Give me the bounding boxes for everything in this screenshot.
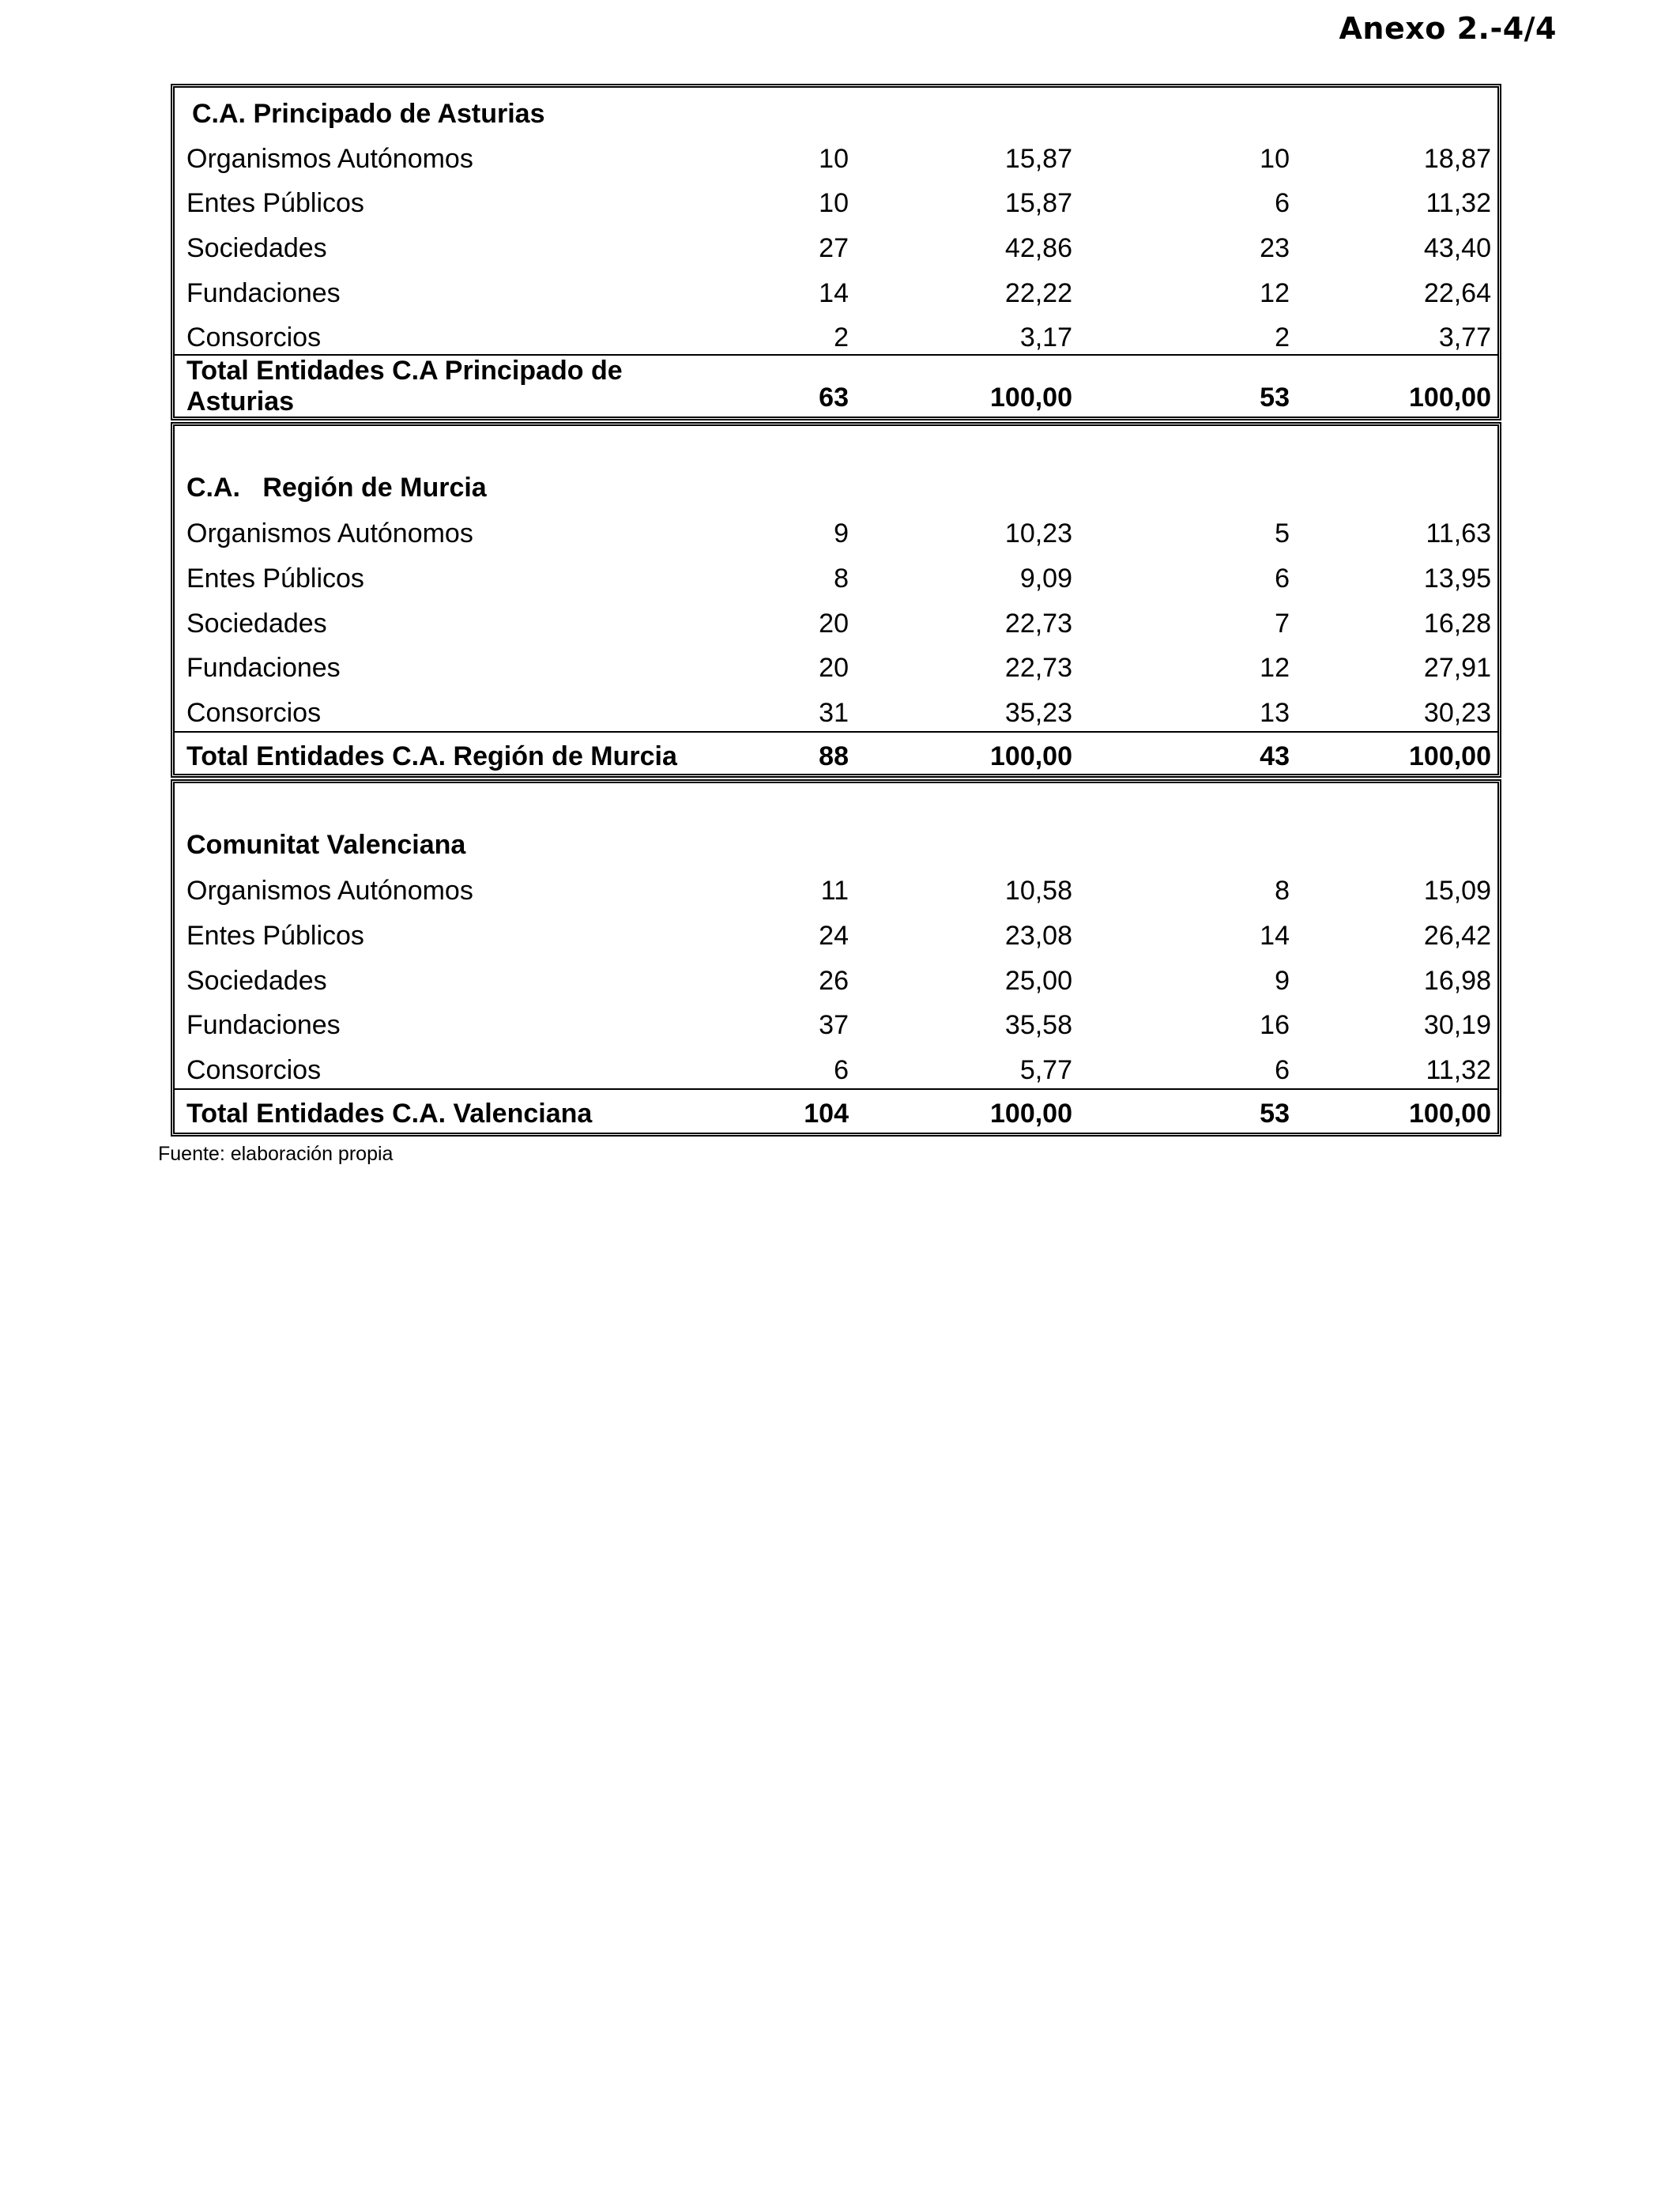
row-label: Sociedades bbox=[186, 609, 327, 639]
total-value: 100,00 bbox=[1409, 741, 1491, 771]
cell-value: 8 bbox=[1275, 876, 1290, 906]
total-value: 100,00 bbox=[990, 383, 1072, 413]
cell-value: 12 bbox=[1260, 278, 1290, 308]
cell-value: 9 bbox=[1275, 966, 1290, 996]
total-value: 100,00 bbox=[990, 741, 1072, 771]
cell-value: 13 bbox=[1260, 698, 1290, 728]
cell-value: 27,91 bbox=[1423, 653, 1491, 683]
section-title-row bbox=[175, 92, 1497, 136]
total-value: 104 bbox=[804, 1099, 849, 1129]
cell-value: 10 bbox=[819, 188, 849, 218]
section-asturias bbox=[171, 84, 1501, 420]
table-row bbox=[175, 869, 1497, 913]
cell-value: 24 bbox=[819, 921, 849, 951]
total-row bbox=[175, 354, 1497, 419]
section-title-row bbox=[175, 823, 1497, 867]
cell-value: 35,58 bbox=[1004, 1010, 1072, 1040]
table-row bbox=[175, 1048, 1497, 1088]
cell-value: 13,95 bbox=[1423, 564, 1491, 594]
cell-value: 23 bbox=[1260, 233, 1290, 263]
total-label-line1: Total Entidades C.A Principado de bbox=[186, 356, 623, 386]
row-label: Fundaciones bbox=[186, 278, 341, 308]
table-row bbox=[175, 181, 1497, 225]
section-title: C.A. Principado de Asturias bbox=[192, 99, 545, 129]
cell-value: 15,09 bbox=[1423, 876, 1491, 906]
table-row bbox=[175, 959, 1497, 1003]
cell-value: 22,73 bbox=[1004, 609, 1072, 639]
total-label-line2: Asturias bbox=[186, 386, 295, 417]
row-label: Consorcios bbox=[186, 1055, 322, 1085]
cell-value: 30,23 bbox=[1423, 698, 1491, 728]
cell-value: 22,22 bbox=[1004, 278, 1072, 308]
cell-value: 16 bbox=[1260, 1010, 1290, 1040]
cell-value: 22,64 bbox=[1423, 278, 1491, 308]
table-row bbox=[175, 271, 1497, 315]
cell-value: 18,87 bbox=[1423, 144, 1491, 174]
table-row bbox=[175, 137, 1497, 181]
cell-value: 6 bbox=[834, 1055, 849, 1085]
cell-value: 26 bbox=[819, 966, 849, 996]
cell-value: 7 bbox=[1275, 609, 1290, 639]
cell-value: 20 bbox=[819, 653, 849, 683]
cell-value: 22,73 bbox=[1004, 653, 1072, 683]
total-label: Total Entidades C.A. Valenciana bbox=[186, 1099, 593, 1129]
total-label: Total Entidades C.A. Región de Murcia bbox=[186, 741, 677, 771]
cell-value: 16,28 bbox=[1423, 609, 1491, 639]
cell-value: 5,77 bbox=[1019, 1055, 1072, 1085]
total-row bbox=[175, 1088, 1497, 1131]
cell-value: 11,63 bbox=[1426, 518, 1491, 548]
total-value: 100,00 bbox=[990, 1099, 1072, 1129]
cell-value: 11,32 bbox=[1426, 188, 1491, 218]
annex-number: Anexo 2.-4/4 bbox=[1339, 11, 1557, 46]
section-murcia bbox=[171, 422, 1501, 778]
table-row bbox=[175, 315, 1497, 353]
section-title-row bbox=[175, 466, 1497, 510]
cell-value: 25,00 bbox=[1004, 966, 1072, 996]
total-value: 100,00 bbox=[1409, 1099, 1491, 1129]
cell-value: 37 bbox=[819, 1010, 849, 1040]
row-label: Organismos Autónomos bbox=[186, 876, 473, 906]
source-note: Fuente: elaboración propia bbox=[158, 1143, 394, 1165]
total-value: 53 bbox=[1260, 383, 1290, 413]
cell-value: 20 bbox=[819, 609, 849, 639]
cell-value: 9,09 bbox=[1019, 564, 1072, 594]
row-label: Entes Públicos bbox=[186, 564, 364, 594]
section-title: Comunitat Valenciana bbox=[186, 830, 466, 860]
row-label: Organismos Autónomos bbox=[186, 518, 473, 548]
cell-value: 11,32 bbox=[1426, 1055, 1491, 1085]
section-title: C.A. Región de Murcia bbox=[186, 473, 487, 503]
cell-value: 11 bbox=[820, 876, 849, 906]
table-row bbox=[175, 691, 1497, 730]
cell-value: 9 bbox=[834, 518, 849, 548]
cell-value: 2 bbox=[834, 322, 849, 352]
cell-value: 15,87 bbox=[1004, 188, 1072, 218]
cell-value: 6 bbox=[1275, 1055, 1290, 1085]
row-label: Organismos Autónomos bbox=[186, 144, 473, 174]
row-label: Entes Públicos bbox=[186, 188, 364, 218]
row-label: Entes Públicos bbox=[186, 921, 364, 951]
row-label: Sociedades bbox=[186, 233, 327, 263]
row-label: Consorcios bbox=[186, 322, 322, 352]
cell-value: 3,17 bbox=[1019, 322, 1072, 352]
cell-value: 16,98 bbox=[1423, 966, 1491, 996]
cell-value: 31 bbox=[819, 698, 849, 728]
table-row bbox=[175, 601, 1497, 646]
section-valenciana bbox=[171, 779, 1501, 1137]
total-value: 43 bbox=[1260, 741, 1290, 771]
cell-value: 10,23 bbox=[1004, 518, 1072, 548]
row-label: Sociedades bbox=[186, 966, 327, 996]
cell-value: 35,23 bbox=[1004, 698, 1072, 728]
cell-value: 10 bbox=[1260, 144, 1290, 174]
row-label: Consorcios bbox=[186, 698, 322, 728]
total-value: 100,00 bbox=[1409, 383, 1491, 413]
cell-value: 6 bbox=[1275, 188, 1290, 218]
cell-value: 14 bbox=[1260, 921, 1290, 951]
cell-value: 27 bbox=[819, 233, 849, 263]
cell-value: 30,19 bbox=[1423, 1010, 1491, 1040]
table-row bbox=[175, 646, 1497, 690]
cell-value: 14 bbox=[819, 278, 849, 308]
cell-value: 6 bbox=[1275, 564, 1290, 594]
row-label: Fundaciones bbox=[186, 1010, 341, 1040]
total-value: 63 bbox=[819, 383, 849, 413]
total-value: 53 bbox=[1260, 1099, 1290, 1129]
cell-value: 3,77 bbox=[1438, 322, 1491, 352]
total-row bbox=[175, 731, 1497, 774]
cell-value: 10,58 bbox=[1004, 876, 1072, 906]
table-row bbox=[175, 226, 1497, 270]
row-label: Fundaciones bbox=[186, 653, 341, 683]
cell-value: 43,40 bbox=[1423, 233, 1491, 263]
cell-value: 12 bbox=[1260, 653, 1290, 683]
table-row bbox=[175, 914, 1497, 958]
cell-value: 42,86 bbox=[1004, 233, 1072, 263]
cell-value: 10 bbox=[819, 144, 849, 174]
table-row bbox=[175, 1003, 1497, 1047]
cell-value: 8 bbox=[834, 564, 849, 594]
total-value: 88 bbox=[819, 741, 849, 771]
cell-value: 15,87 bbox=[1004, 144, 1072, 174]
cell-value: 2 bbox=[1275, 322, 1290, 352]
cell-value: 23,08 bbox=[1004, 921, 1072, 951]
table-row bbox=[175, 511, 1497, 556]
table-row bbox=[175, 556, 1497, 601]
cell-value: 5 bbox=[1275, 518, 1290, 548]
cell-value: 26,42 bbox=[1423, 921, 1491, 951]
